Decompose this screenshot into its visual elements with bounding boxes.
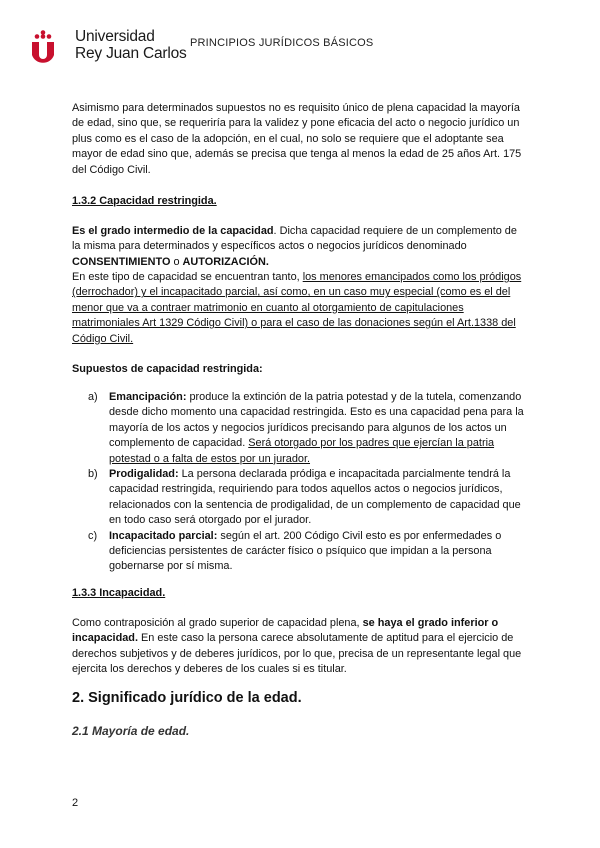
list-item-text: La persona declarada pródiga e incapacitada parcialmente tendrá la capacidad restringida, requiriendo para todos aquellos actos o negocios jurídicos, relacionados con la sentencia de prodigalidad, de un complemento de capacidad que en todo caso será otorgado por el jurador. <box>109 468 521 527</box>
university-name-line1: Universidad <box>75 28 155 45</box>
term-joiner: o <box>170 255 183 268</box>
list-item-term: Incapacitado parcial: <box>109 529 218 542</box>
list-item-underlined: Será otorgado por los padres que ejercían la patria potestad o a falta de estos por un jurador. <box>109 437 495 465</box>
supuestos-list <box>88 390 528 575</box>
university-logo <box>27 12 187 68</box>
urjc-emblem-icon <box>31 30 55 66</box>
supuestos-heading: Supuestos de capacidad restringida: <box>72 363 263 375</box>
scope-underlined-text: los menores emancipados como los pródigos (derrochador) y el incapacitado parcial, así como, en un caso muy especial (como es el del menor que va a contraer matrimonio en cuanto al otorgamiento de capitulaciones matrimoniales Art 1329 Código Civil) o para el caso de las donaciones según el Art.1338 del Código Civil. <box>72 271 522 345</box>
list-item <box>88 529 528 575</box>
list-marker: b) <box>88 468 98 481</box>
list-item <box>88 467 528 529</box>
list-item-term: Emancipación: <box>109 391 187 403</box>
list-item <box>88 390 528 467</box>
section-1-3-2-heading: 1.3.2 Capacidad restringida. <box>72 195 217 207</box>
incapacidad-paragraph <box>72 616 528 678</box>
definition-lead: Es el grado intermedio de la capacidad <box>72 225 274 237</box>
section-2-1-heading: 2.1 Mayoría de edad. <box>72 724 190 738</box>
page-number: 2 <box>72 797 79 809</box>
section-1-3-3-heading: 1.3.3 Incapacidad. <box>72 587 166 599</box>
header-title: PRINCIPIOS JURÍDICOS BÁSICOS <box>190 37 374 49</box>
list-item-text: según el art. 200 Código Civil esto es por enfermedades o deficiencias persistentes de carácter físico o psíquico que impidan a la persona gobernarse por sí misma. <box>109 529 502 573</box>
university-name <box>75 28 187 62</box>
intro-paragraph: Asimismo para determinados supuestos no es requisito único de plena capacidad la mayoría de edad, sino que, se requeriría para la validez y pone eficacia del acto o negocio jurídico un plus como es el caso de la adopción, en el cual, no solo se requiere que el adoptante sea mayor de edad sino que, además se precisa que tenga al menos la edad de 25 años Art. 175 del Código Civil. <box>72 102 522 176</box>
restringida-definition-paragraph <box>72 224 528 270</box>
definition-text: . Dicha capacidad requiere de un complemento de la misma para determinados y específicos actos o negocios jurídicos denominado <box>72 225 517 253</box>
term-consentimiento: CONSENTIMIENTO <box>72 255 171 268</box>
incapacidad-text-2: En este caso la persona carece absolutamente de aptitud para el ejercicio de derechos subjetivos y de deberes jurídicos, por lo que, precisa de un representante legal que ejercita los derechos y deberes de los cuales si es titular. <box>72 632 522 676</box>
incapacidad-text-1: Como contraposición al grado superior de capacidad plena, <box>72 617 363 629</box>
list-item-text: produce la extinción de la patria potestad y de la tutela, comenzando desde dicho momento una capacidad restringida. Esto es una capacidad pena para la mayoría de los actos y negocios jurídicos precisando para algunos de los actos un complemento de capacidad. <box>109 391 524 450</box>
list-marker: a) <box>88 391 98 403</box>
restringida-scope-paragraph <box>72 270 528 347</box>
list-marker: c) <box>88 529 98 542</box>
incapacidad-bold: se haya el grado inferior o incapacidad. <box>72 617 499 645</box>
scope-text: En este tipo de capacidad se encuentran tanto, <box>72 271 303 283</box>
term-autorizacion: AUTORIZACIÓN. <box>182 255 269 268</box>
university-name-line2: Rey Juan Carlos <box>75 45 187 62</box>
section-2-heading: 2. Significado jurídico de la edad. <box>72 690 302 706</box>
list-item-term: Prodigalidad: <box>109 468 179 481</box>
